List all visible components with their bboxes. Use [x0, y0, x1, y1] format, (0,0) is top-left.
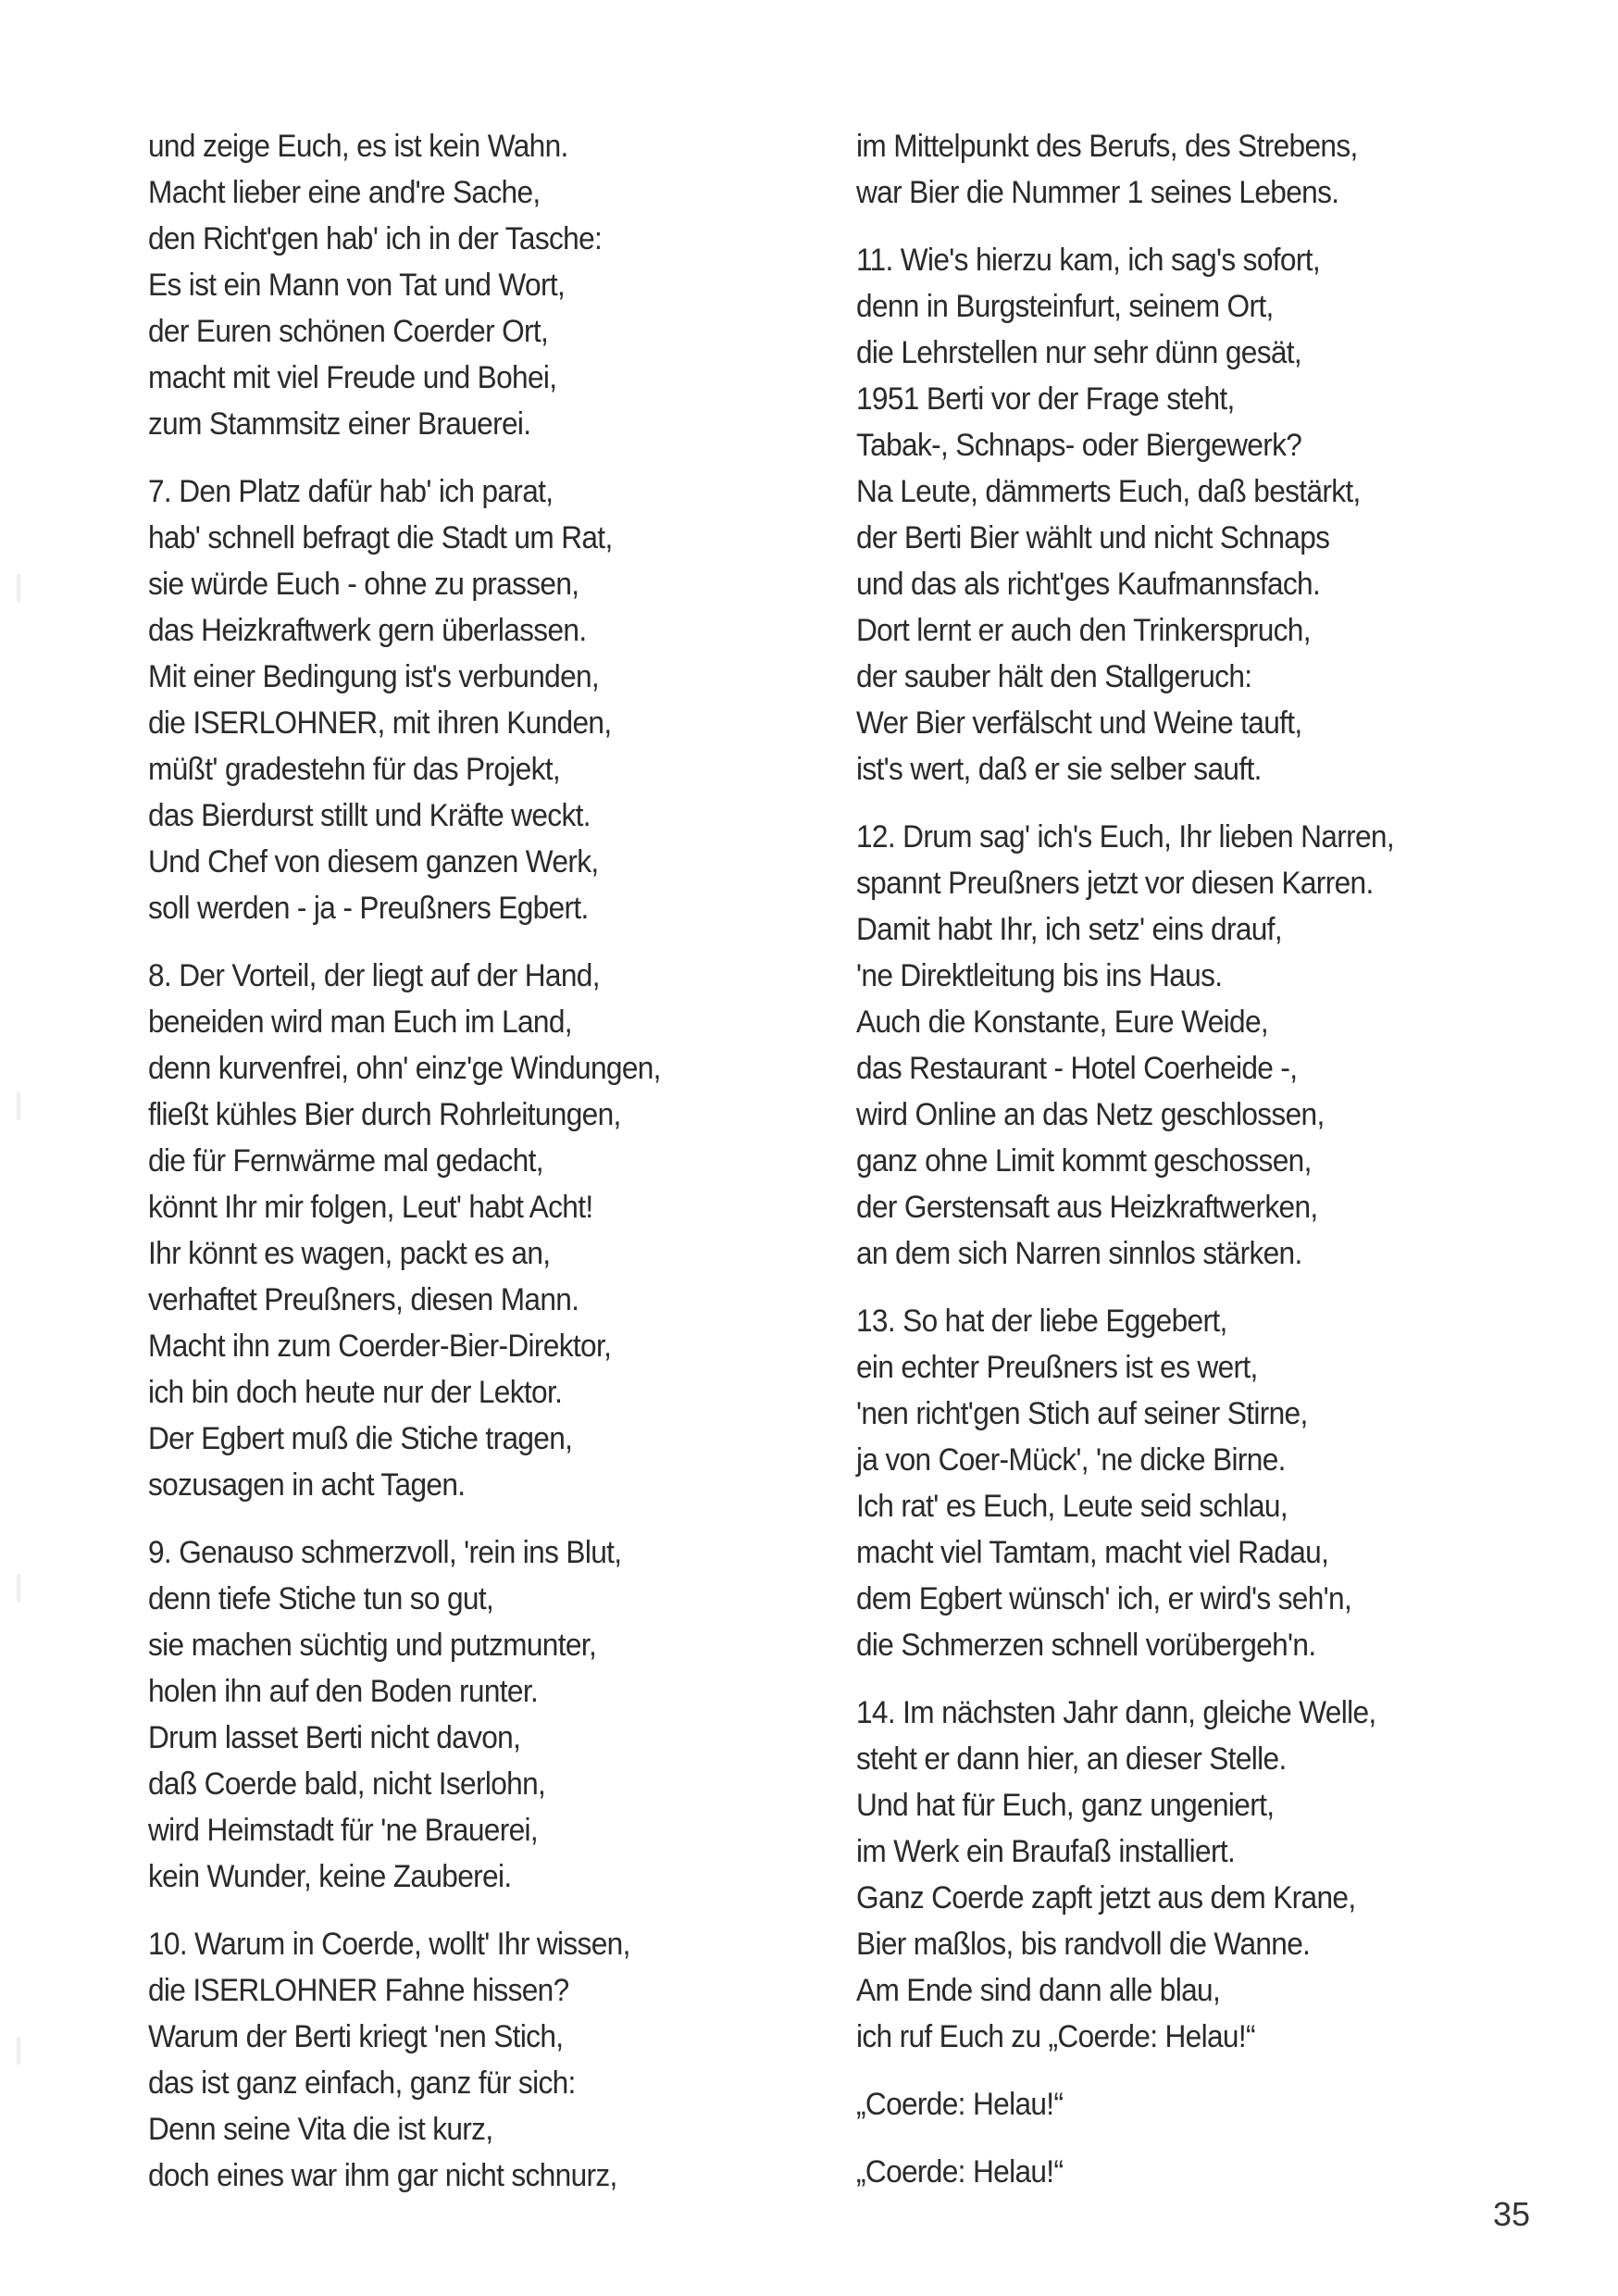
verse-line: müßt' gradestehn für das Projekt,: [148, 752, 561, 787]
stanza: [856, 2149, 1523, 2195]
verse-line: Macht ihn zum Coerder-Bier-Direktor,: [148, 1329, 612, 1364]
verse-line: beneiden wird man Euch im Land,: [148, 1004, 572, 1040]
verse-line: kein Wunder, keine Zauberei.: [148, 1859, 512, 1894]
verse-line: Und hat für Euch, ganz ungeniert,: [856, 1788, 1275, 1823]
verse-line: Tabak-, Schnaps- oder Biergewerk?: [856, 428, 1302, 463]
verse-line: ganz ohne Limit kommt geschossen,: [856, 1143, 1312, 1179]
verse-line: 12. Drum sag' ich's Euch, Ihr lieben Narren,: [856, 819, 1394, 855]
stanza: [148, 468, 815, 931]
verse-line: Bier maßlos, bis randvoll die Wanne.: [856, 1927, 1311, 1962]
verse-line: ist's wert, daß er sie selber sauft.: [856, 752, 1262, 787]
verse-line: die für Fernwärme mal gedacht,: [148, 1143, 543, 1179]
stanza: [148, 953, 815, 1508]
verse-line: verhaftet Preußners, diesen Mann.: [148, 1282, 579, 1317]
stanza: [856, 1298, 1523, 1668]
verse-line: Ganz Coerde zapft jetzt aus dem Krane,: [856, 1880, 1356, 1915]
stanza: [856, 123, 1523, 216]
verse-line: 14. Im nächsten Jahr dann, gleiche Welle,: [856, 1695, 1376, 1730]
verse-line: doch eines war ihm gar nicht schnurz,: [148, 2158, 617, 2193]
verse-line: im Werk ein Braufaß installiert.: [856, 1834, 1236, 1869]
verse-line: denn kurvenfrei, ohn' einz'ge Windungen,: [148, 1051, 661, 1086]
verse-line: fließt kühles Bier durch Rohrleitungen,: [148, 1097, 621, 1132]
verse-line: der sauber hält den Stallgeruch:: [856, 659, 1252, 694]
verse-line: hab' schnell befragt die Stadt um Rat,: [148, 520, 613, 555]
verse-line: spannt Preußners jetzt vor diesen Karren.: [856, 866, 1374, 901]
verse-line: wird Heimstadt für 'ne Brauerei,: [148, 1813, 539, 1848]
stanza: [148, 123, 815, 447]
stanza: [148, 1921, 815, 2199]
verse-line: denn in Burgsteinfurt, seinem Ort,: [856, 289, 1274, 324]
verse-line: das Heizkraftwerk gern überlassen.: [148, 613, 587, 648]
verse-line: Mit einer Bedingung ist's verbunden,: [148, 659, 600, 694]
verse-line: macht mit viel Freude und Bohei,: [148, 360, 557, 395]
verse-line: soll werden - ja - Preußners Egbert.: [148, 891, 589, 926]
verse-line: 13. So hat der liebe Eggebert,: [856, 1304, 1227, 1339]
verse-line: Drum lasset Berti nicht davon,: [148, 1720, 521, 1755]
verse-line: daß Coerde bald, nicht Iserlohn,: [148, 1766, 546, 1802]
verse-line: ich ruf Euch zu „Coerde: Helau!“: [856, 2019, 1255, 2054]
verse-line: und das als richt'ges Kaufmannsfach.: [856, 567, 1321, 602]
verse-line: Der Egbert muß die Stiche tragen,: [148, 1421, 573, 1456]
verse-line: 9. Genauso schmerzvoll, 'rein ins Blut,: [148, 1535, 622, 1570]
verse-line: ja von Coer-Mück', 'ne dicke Birne.: [856, 1442, 1286, 1478]
verse-line: war Bier die Nummer 1 seines Lebens.: [856, 175, 1339, 210]
verse-line: ich bin doch heute nur der Lektor.: [148, 1375, 563, 1410]
verse-line: Ich rat' es Euch, Leute seid schlau,: [856, 1489, 1288, 1524]
verse-line: ein echter Preußners ist es wert,: [856, 1350, 1258, 1385]
verse-line: die Schmerzen schnell vorübergeh'n.: [856, 1628, 1316, 1663]
stanza: [856, 1690, 1523, 2060]
stanza: [856, 237, 1523, 792]
verse-line: 7. Den Platz dafür hab' ich parat,: [148, 474, 554, 509]
verse-line: macht viel Tamtam, macht viel Radau,: [856, 1535, 1329, 1570]
binding-edge: [17, 0, 20, 2296]
verse-line: sie würde Euch - ohne zu prassen,: [148, 567, 579, 602]
verse-line: zum Stammsitz einer Brauerei.: [148, 406, 531, 442]
verse-line: „Coerde: Helau!“: [856, 2154, 1064, 2190]
verse-line: der Gerstensaft aus Heizkraftwerken,: [856, 1190, 1318, 1225]
verse-line: holen ihn auf den Boden runter.: [148, 1674, 539, 1709]
verse-line: und zeige Euch, es ist kein Wahn.: [148, 129, 568, 164]
verse-line: die ISERLOHNER, mit ihren Kunden,: [148, 705, 612, 741]
verse-line: Wer Bier verfälscht und Weine tauft,: [856, 705, 1302, 741]
verse-line: sozusagen in acht Tagen.: [148, 1467, 466, 1503]
verse-line: Am Ende sind dann alle blau,: [856, 1973, 1221, 2008]
verse-line: steht er dann hier, an dieser Stelle.: [856, 1741, 1287, 1777]
left-column: [148, 123, 815, 2220]
verse-line: Es ist ein Mann von Tat und Wort,: [148, 268, 566, 303]
verse-line: könnt Ihr mir folgen, Leut' habt Acht!: [148, 1190, 593, 1225]
verse-line: den Richt'gen hab' ich in der Tasche:: [148, 221, 603, 256]
verse-line: 8. Der Vorteil, der liegt auf der Hand,: [148, 958, 600, 993]
stanza: [856, 2081, 1523, 2128]
verse-line: denn tiefe Stiche tun so gut,: [148, 1581, 494, 1616]
verse-line: 1951 Berti vor der Frage steht,: [856, 381, 1235, 417]
verse-line: sie machen süchtig und putzmunter,: [148, 1628, 597, 1663]
verse-line: 11. Wie's hierzu kam, ich sag's sofort,: [856, 243, 1320, 278]
verse-line: die ISERLOHNER Fahne hissen?: [148, 1973, 569, 2008]
right-column: [856, 123, 1523, 2216]
verse-line: Macht lieber eine and're Sache,: [148, 175, 541, 210]
stanza: [148, 1529, 815, 1900]
verse-line: 'ne Direktleitung bis ins Haus.: [856, 958, 1223, 993]
verse-line: Na Leute, dämmerts Euch, daß bestärkt,: [856, 474, 1361, 509]
verse-line: Auch die Konstante, Eure Weide,: [856, 1004, 1269, 1040]
verse-line: Und Chef von diesem ganzen Werk,: [148, 844, 599, 880]
verse-line: Dort lernt er auch den Trinkerspruch,: [856, 613, 1311, 648]
verse-line: der Berti Bier wählt und nicht Schnaps: [856, 520, 1330, 555]
page-number: 35: [1492, 2195, 1530, 2233]
verse-line: „Coerde: Helau!“: [856, 2087, 1064, 2122]
verse-line: Damit habt Ihr, ich setz' eins drauf,: [856, 912, 1282, 947]
verse-line: Warum der Berti kriegt 'nen Stich,: [148, 2019, 564, 2054]
verse-line: wird Online an das Netz geschlossen,: [856, 1097, 1325, 1132]
stanza: [856, 814, 1523, 1277]
verse-line: dem Egbert wünsch' ich, er wird's seh'n,: [856, 1581, 1352, 1616]
verse-line: Ihr könnt es wagen, packt es an,: [148, 1236, 551, 1271]
verse-line: das Bierdurst stillt und Kräfte weckt.: [148, 798, 591, 833]
verse-line: das ist ganz einfach, ganz für sich:: [148, 2065, 576, 2101]
verse-line: das Restaurant - Hotel Coerheide -,: [856, 1051, 1298, 1086]
verse-line: 10. Warum in Coerde, wollt' Ihr wissen,: [148, 1927, 630, 1962]
verse-line: Denn seine Vita die ist kurz,: [148, 2112, 493, 2147]
verse-line: der Euren schönen Coerder Ort,: [148, 314, 549, 349]
verse-line: im Mittelpunkt des Berufs, des Strebens,: [856, 129, 1358, 164]
verse-line: die Lehrstellen nur sehr dünn gesät,: [856, 335, 1302, 370]
verse-line: an dem sich Narren sinnlos stärken.: [856, 1236, 1302, 1271]
verse-line: 'nen richt'gen Stich auf seiner Stirne,: [856, 1396, 1308, 1431]
